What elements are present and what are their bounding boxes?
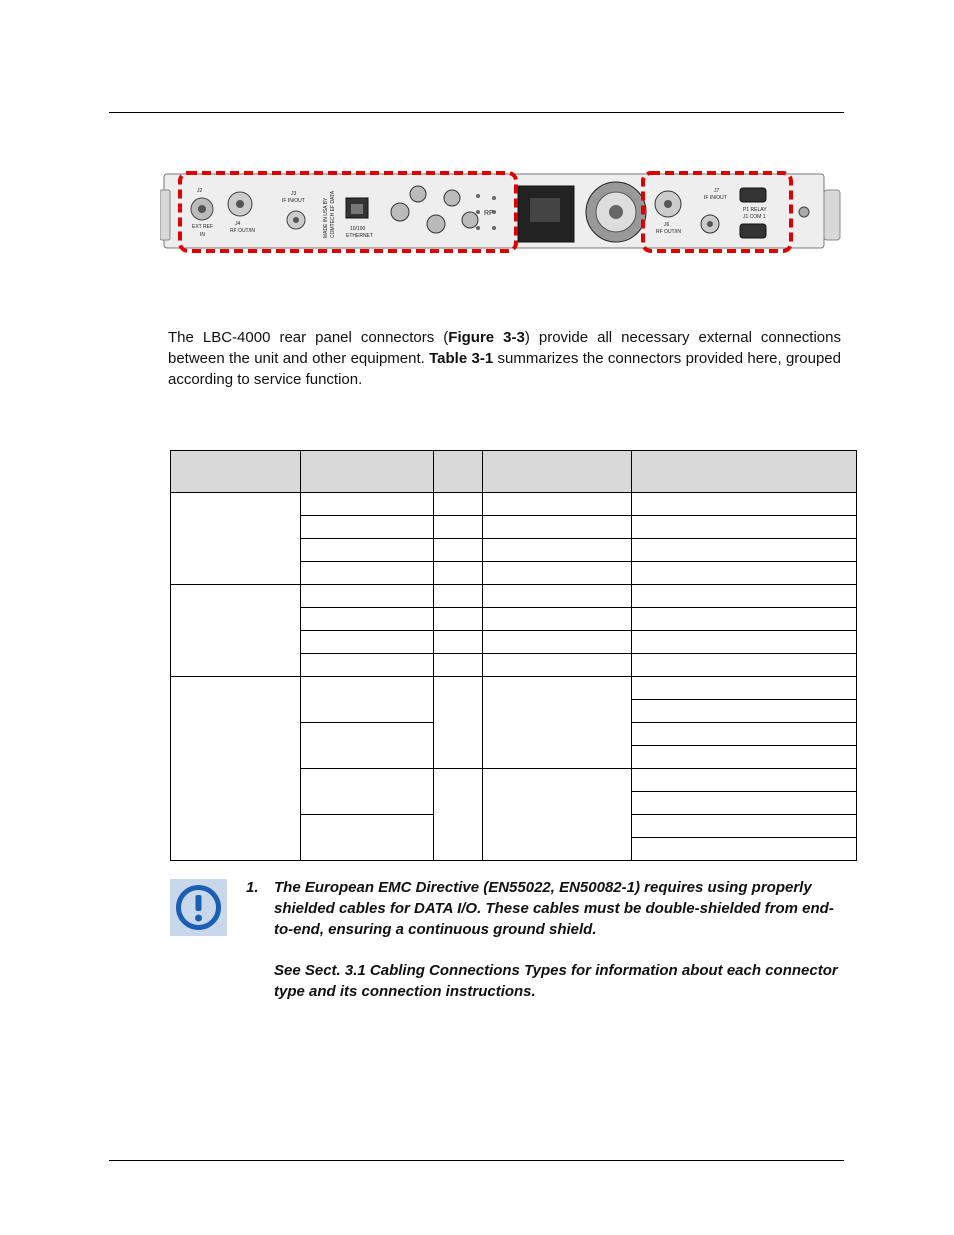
table-cell (301, 654, 434, 677)
table-cell (632, 769, 857, 792)
rf-label: RF (484, 210, 494, 217)
table-cell (483, 493, 632, 516)
rf-out-in-left-label: RF OUT/IN (230, 228, 255, 234)
group-cell (171, 677, 301, 861)
table-cell (632, 677, 857, 700)
j3-label: J3 (291, 191, 297, 197)
table-cell (301, 585, 434, 608)
mounting-ear-left (160, 190, 170, 240)
table-cell (301, 516, 434, 539)
note-text-cabling: See Sect. 3.1 Cabling Connections Types for information about each connector type and its connection instructions. (274, 962, 838, 1000)
table-cell (301, 562, 434, 585)
table-cell (632, 516, 857, 539)
table-header-cell (434, 451, 483, 493)
intro-paragraph (168, 327, 841, 390)
table-header-cell (632, 451, 857, 493)
rf-out-in-right-label: RF OUT/IN (656, 229, 681, 235)
table-cell (632, 700, 857, 723)
intro-text-b: ) provide all necessary external connections between the unit and other equipment. (168, 329, 841, 367)
table-row (171, 493, 857, 516)
table-cell (301, 769, 434, 815)
ethernet-label: ETHERNET (346, 233, 373, 239)
table-reference: Table 3-1 (429, 350, 494, 367)
table-cell (434, 654, 483, 677)
table-cell (434, 677, 483, 769)
j6-label: J6 (664, 222, 670, 228)
table-row (171, 585, 857, 608)
j4-label: J4 (235, 221, 241, 227)
table-cell (632, 562, 857, 585)
table-cell (483, 608, 632, 631)
ethernet-speed-label: 10/100 (350, 226, 366, 232)
note-text-emc: The European EMC Directive (EN55022, EN50082-1) requires using properly shielded cables for DATA I/O. These cables must be double-shielded from end-to-end, ensuring a continuous ground shield. (274, 879, 834, 938)
bnc-connector-icon (444, 190, 460, 206)
ext-ref-label: EXT REF (192, 224, 214, 230)
made-in-label: MADE IN USA BY (323, 197, 329, 238)
table-cell (483, 585, 632, 608)
table-cell (632, 539, 857, 562)
table-header-cell (301, 451, 434, 493)
if-in-out-right-label: IF IN/OUT (704, 195, 727, 201)
table-cell (632, 654, 857, 677)
intro-text-c: summarizes the connectors provided here, grouped according to service function. (168, 350, 841, 388)
table-header-cell (483, 451, 632, 493)
if-in-out-left-label: IF IN/OUT (282, 198, 305, 204)
table-cell (483, 654, 632, 677)
table-cell (632, 723, 857, 746)
bnc-connector-icon (410, 186, 426, 202)
group-cell (171, 585, 301, 677)
ground-screw-icon (799, 207, 809, 217)
bnc-connector-icon (391, 203, 409, 221)
table-cell (434, 562, 483, 585)
table-cell (632, 608, 857, 631)
table-cell (434, 769, 483, 861)
table-row (171, 677, 857, 700)
comtech-label: COMTECH EF DATA (330, 190, 336, 238)
group-cell (171, 493, 301, 585)
j1-com1-label: J1 COM 1 (743, 214, 766, 220)
table-cell (483, 539, 632, 562)
table-cell (632, 792, 857, 815)
table-cell (434, 493, 483, 516)
table-cell (434, 516, 483, 539)
p1-relay-port-icon (740, 188, 766, 202)
table-cell (483, 562, 632, 585)
connector-table (170, 450, 857, 861)
j7-label: J7 (714, 188, 720, 194)
table-cell (434, 539, 483, 562)
figure-reference: Figure 3-3 (448, 329, 525, 346)
note-number: 1. (246, 879, 259, 896)
table-cell (632, 631, 857, 654)
header-rule (109, 112, 844, 113)
table-cell (632, 838, 857, 861)
j2-label: J2 (197, 188, 203, 194)
table-cell (301, 631, 434, 654)
table-cell (301, 539, 434, 562)
table-cell (483, 769, 632, 861)
table-cell (483, 631, 632, 654)
table-cell (632, 493, 857, 516)
table-cell (483, 677, 632, 769)
table-cell (632, 585, 857, 608)
bnc-connector-icon (462, 212, 478, 228)
important-note-icon (170, 879, 227, 936)
table-cell (434, 585, 483, 608)
table-cell (301, 608, 434, 631)
table-cell (434, 631, 483, 654)
j1-com1-port-icon (740, 224, 766, 238)
p1-relay-label: P1 RELAY (743, 207, 767, 213)
table-cell (483, 516, 632, 539)
footer-rule (109, 1160, 844, 1161)
intro-text-a: The LBC-4000 rear panel connectors ( (168, 329, 449, 346)
table-cell (301, 493, 434, 516)
table-header-row (171, 451, 857, 493)
table-cell (301, 723, 434, 769)
table-cell (301, 677, 434, 723)
in-label: IN (200, 232, 205, 238)
table-cell (632, 746, 857, 769)
rear-panel-figure (160, 168, 844, 254)
table-header-cell (171, 451, 301, 493)
mounting-ear-right (824, 190, 840, 240)
table-cell (301, 815, 434, 861)
table-cell (632, 815, 857, 838)
table-cell (434, 608, 483, 631)
bnc-connector-icon (427, 215, 445, 233)
